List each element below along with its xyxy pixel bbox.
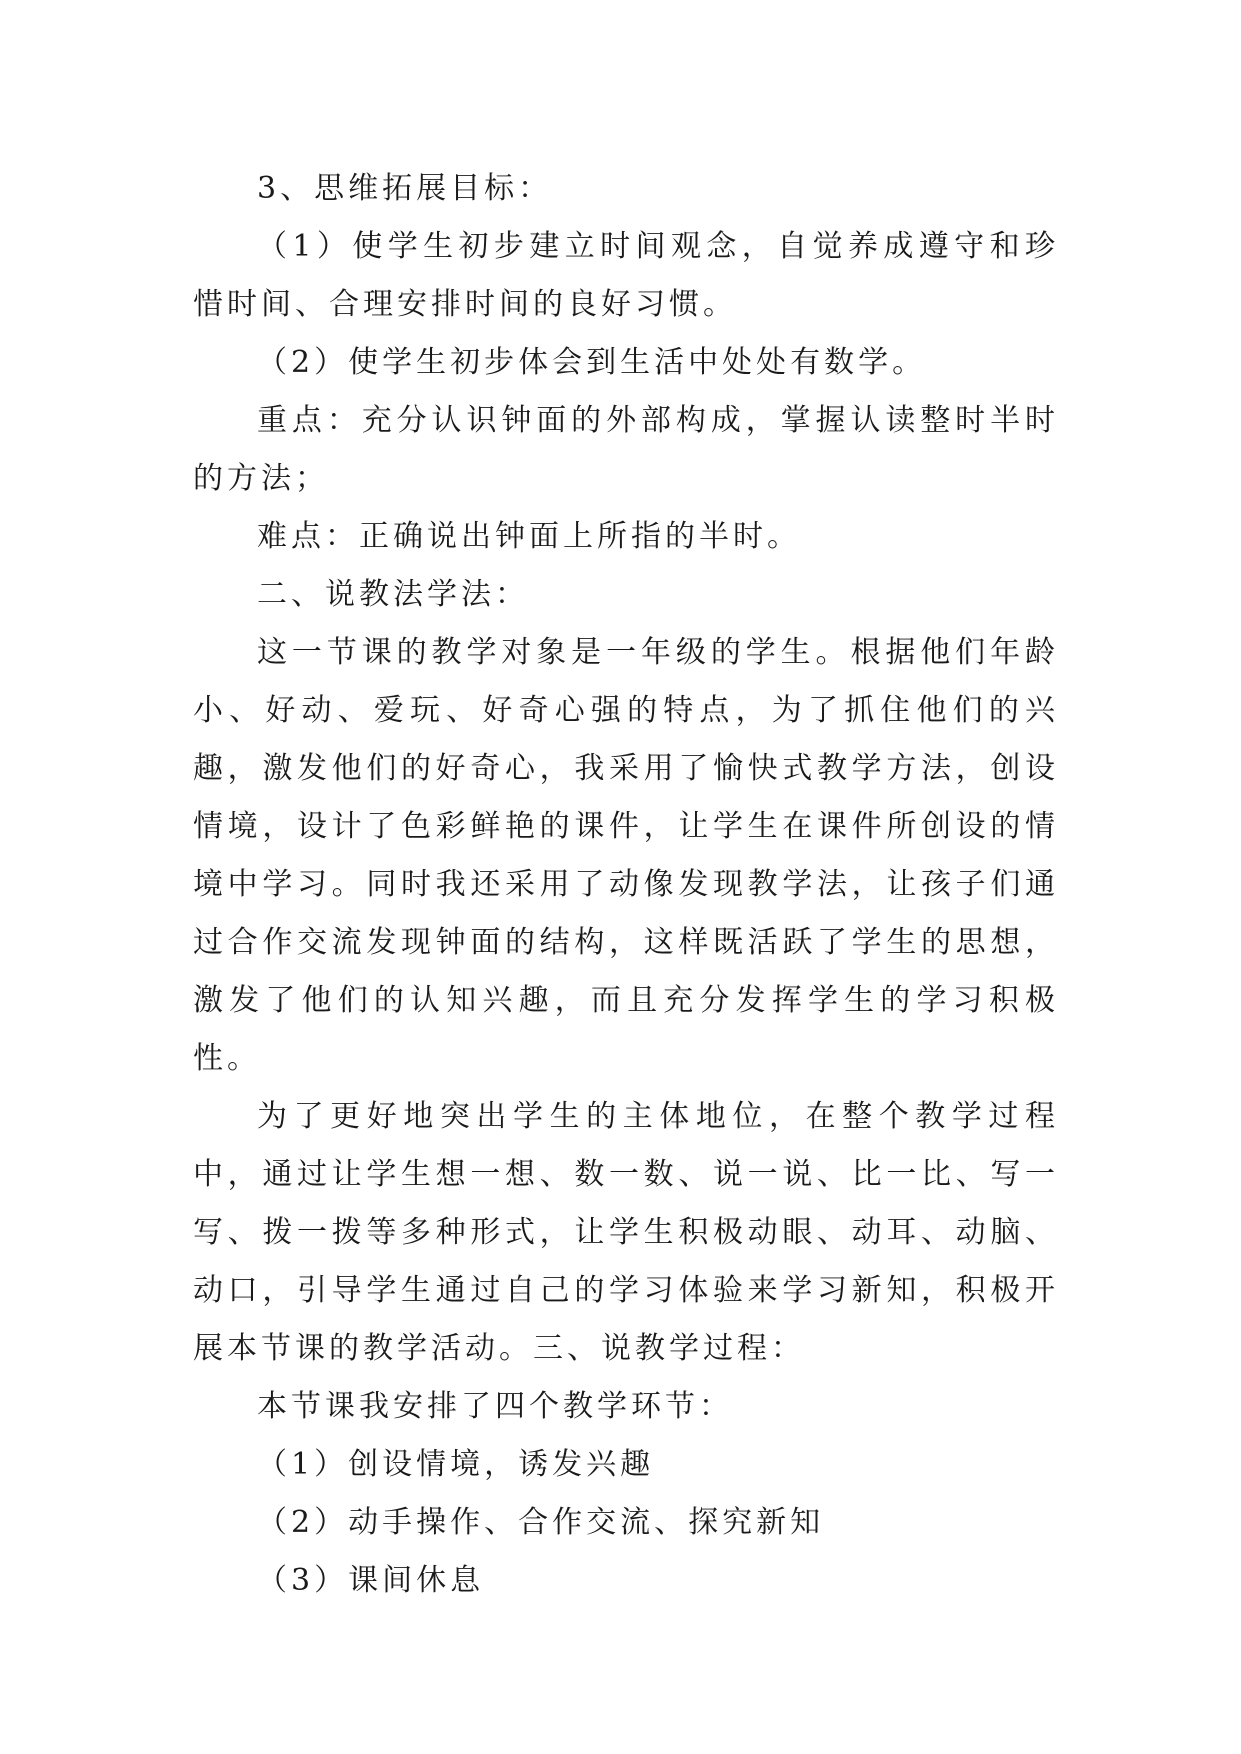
document-body [193, 160, 1059, 1610]
paragraph-teaching-method: 这一节课的教学对象是一年级的学生。根据他们年龄小、好动、爱玩、好奇心强的特点，为了抓住他们的兴趣，激发他们的好奇心，我采用了愉快式教学方法，创设情境，设计了色彩鲜艳的课件，让学生在课件所创设的情境中学习。同时我还采用了动像发现教学法，让孩子们通过合作交流发现钟面的结构，这样既活跃了学生的思想，激发了他们的认知兴趣，而且充分发挥学生的学习积极性。 [193, 635, 1059, 1076]
paragraph-section-2-heading: 二、说教法学法： [257, 577, 529, 612]
list-item-stage-3: （3）课间休息 [257, 1563, 485, 1598]
list-item-stage-2: （2）动手操作、合作交流、探究新知 [257, 1505, 825, 1540]
paragraph-student-subject: 为了更好地突出学生的主体地位，在整个教学过程中，通过让学生想一想、数一数、说一说、比一比、写一写、拨一拨等多种形式，让学生积极动眼、动耳、动脑、动口，引导学生通过自己的学习体验来学习新知，积极开展本节课的教学活动。三、说教学过程： [193, 1099, 1059, 1366]
paragraph-thinking-goal-heading: 3、思维拓展目标： [257, 171, 553, 206]
paragraph-four-stages: 本节课我安排了四个教学环节： [257, 1389, 733, 1424]
list-item-stage-1: （1）创设情境，诱发兴趣 [257, 1447, 655, 1482]
paragraph-key-point: 重点：充分认识钟面的外部构成，掌握认读整时半时的方法； [193, 403, 1059, 496]
paragraph-goal-1: （1）使学生初步建立时间观念，自觉养成遵守和珍惜时间、合理安排时间的良好习惯。 [193, 229, 1059, 322]
paragraph-difficulty: 难点：正确说出钟面上所指的半时。 [257, 519, 801, 554]
paragraph-goal-2: （2）使学生初步体会到生活中处处有数学。 [257, 345, 927, 380]
